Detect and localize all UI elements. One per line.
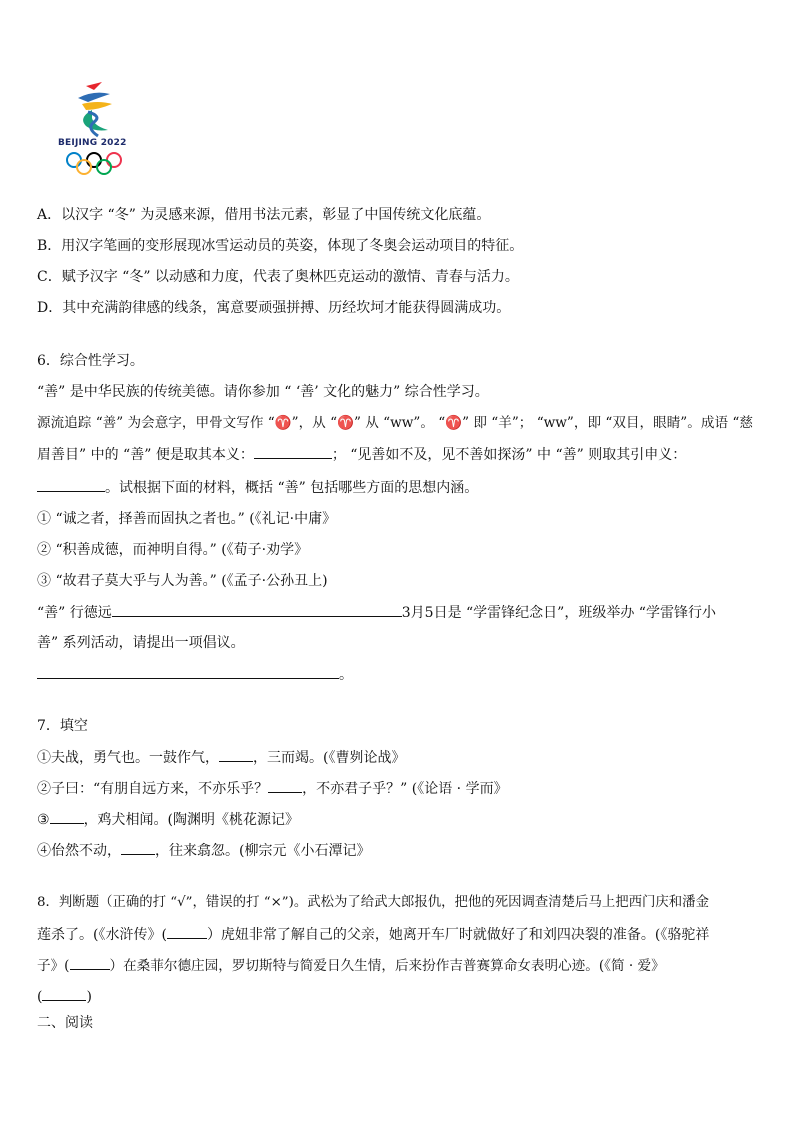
q5-option-a: A．以汉字 “冬” 为灵感来源，借用书法元素，彰显了中国传统文化底蕴。 [37, 207, 491, 223]
q6-text-line-1: 源流追踪 “善” 为会意字，甲骨文写作 “♈”，从 “♈” 从 “ww”。 “♈” 即 “羊”； “ww”，即 “双目，眼睛”。成语 “慈 [37, 415, 753, 431]
q6-intro: “善” 是中华民族的传统美德。请你参加 “ ‘善’ 文化的魅力” 综合性学习。 [37, 384, 489, 400]
answer-blank[interactable] [219, 747, 253, 762]
q6-line7-end: 3月5日是 “学雷锋纪念日”，班级举办 “学雷锋行小 [401, 605, 716, 621]
q7-item-4 [37, 840, 370, 861]
q8-line-3-end: ）在桑菲尔德庄园，罗切斯特与简爱日久生情，后来扮作吉普赛算命女表明心迹。(《简 · 爱》 [109, 958, 665, 974]
q5-option-c: C．赋予汉字 “冬” 以动感和力度，代表了奥林匹克运动的激情、青春与活力。 [37, 269, 519, 285]
q8-line-1: 8．判断题（正确的打 “√”，错误的打 “×”)。武松为了给武大郎报仇，把他的死因调查清楚后马上把西门庆和潘金 [37, 895, 709, 910]
q7-item-3-end: ，鸡犬相闻。(陶渊明《桃花源记》 [83, 812, 300, 828]
q5-option-b: B．用汉字笔画的变形展现冰雪运动员的英姿，体现了冬奥会运动项目的特征。 [37, 238, 524, 254]
q8-line-2 [37, 924, 709, 945]
q8-line-3-start: 子》( [37, 958, 70, 974]
q7-item-2 [37, 778, 508, 799]
olympic-rings-icon [64, 150, 124, 180]
q7-item-2-end: ，不亦君子乎？” (《论语 · 学而》 [302, 781, 508, 797]
q8-line-4-end: ) [86, 989, 92, 1005]
answer-blank[interactable] [50, 809, 84, 824]
answer-blank[interactable] [70, 955, 110, 970]
q8-line-4-start: ( [37, 989, 43, 1005]
answer-blank[interactable] [37, 477, 105, 492]
q6-line2-start: 眉善目” 中的 “善” 便是取其本义： [37, 447, 254, 463]
answer-blank[interactable] [42, 986, 86, 1001]
beijing-2022-logo [56, 80, 128, 184]
q7-title: 7．填空 [37, 718, 88, 734]
q6-text-line-7 [37, 602, 716, 623]
q6-line3-text: 。试根据下面的材料，概括 “善” 包括哪些方面的思想内涵。 [105, 480, 479, 496]
q6-material-3: ③ “故君子莫大乎与人为善。” (《孟子·公孙丑上) [37, 573, 328, 589]
q7-item-1-end: ，三而竭。(《曹刿论战》 [253, 750, 406, 766]
answer-blank[interactable] [37, 664, 339, 679]
q6-material-1: ① “诚之者，择善而固执之者也。” (《礼记·中庸》 [37, 511, 337, 527]
q7-item-1 [37, 747, 405, 768]
q7-item-4-start: ④佁然不动， [37, 843, 121, 859]
q7-item-4-end: ，往来翕忽。(柳宗元《小石潭记》 [155, 843, 371, 859]
logo-wordmark: BEIJING 2022 [58, 138, 127, 148]
winter-olympics-emblem-icon [64, 80, 120, 140]
q6-material-2: ② “积善成德，而神明自得。” (《荀子·劝学》 [37, 542, 309, 558]
answer-blank[interactable] [268, 778, 302, 793]
q7-item-3-start: ③ [37, 812, 50, 828]
q7-item-3 [37, 809, 299, 830]
answer-blank[interactable] [112, 602, 402, 617]
q6-text-line-2 [37, 444, 686, 465]
section-2-heading: 二、阅读 [37, 1015, 93, 1031]
q6-text-line-3 [37, 477, 478, 498]
q6-title: 6．综合性学习。 [37, 353, 144, 369]
q8-line-2-start: 莲杀了。(《水浒传》( [37, 927, 167, 943]
q6-text-line-9 [37, 664, 353, 685]
q6-line7-start: “善” 行德远 [37, 605, 112, 621]
answer-blank[interactable] [121, 840, 155, 855]
q8-line-2-end: ）虎妞非常了解自己的父亲，她离开车厂时就做好了和刘四决裂的准备。(《骆驼祥 [206, 927, 710, 943]
q6-line2-end: ； “见善如不及，见不善如探汤” 中 “善” 则取其引申义： [331, 447, 687, 463]
answer-blank[interactable] [254, 444, 332, 459]
q6-line9-end: 。 [339, 667, 353, 683]
q8-line-3 [37, 955, 665, 976]
q6-text-line-8: 善” 系列活动，请提出一项倡议。 [37, 635, 245, 651]
q8-line-4 [37, 986, 92, 1007]
q7-item-2-start: ②子曰：“有朋自远方来，不亦乐乎？ [37, 781, 269, 797]
q5-option-d: D．其中充满韵律感的线条，寓意要顽强拼搏、历经坎坷才能获得圆满成功。 [37, 300, 511, 316]
answer-blank[interactable] [167, 924, 207, 939]
q7-item-1-start: ①夫战，勇气也。一鼓作气， [37, 750, 219, 766]
